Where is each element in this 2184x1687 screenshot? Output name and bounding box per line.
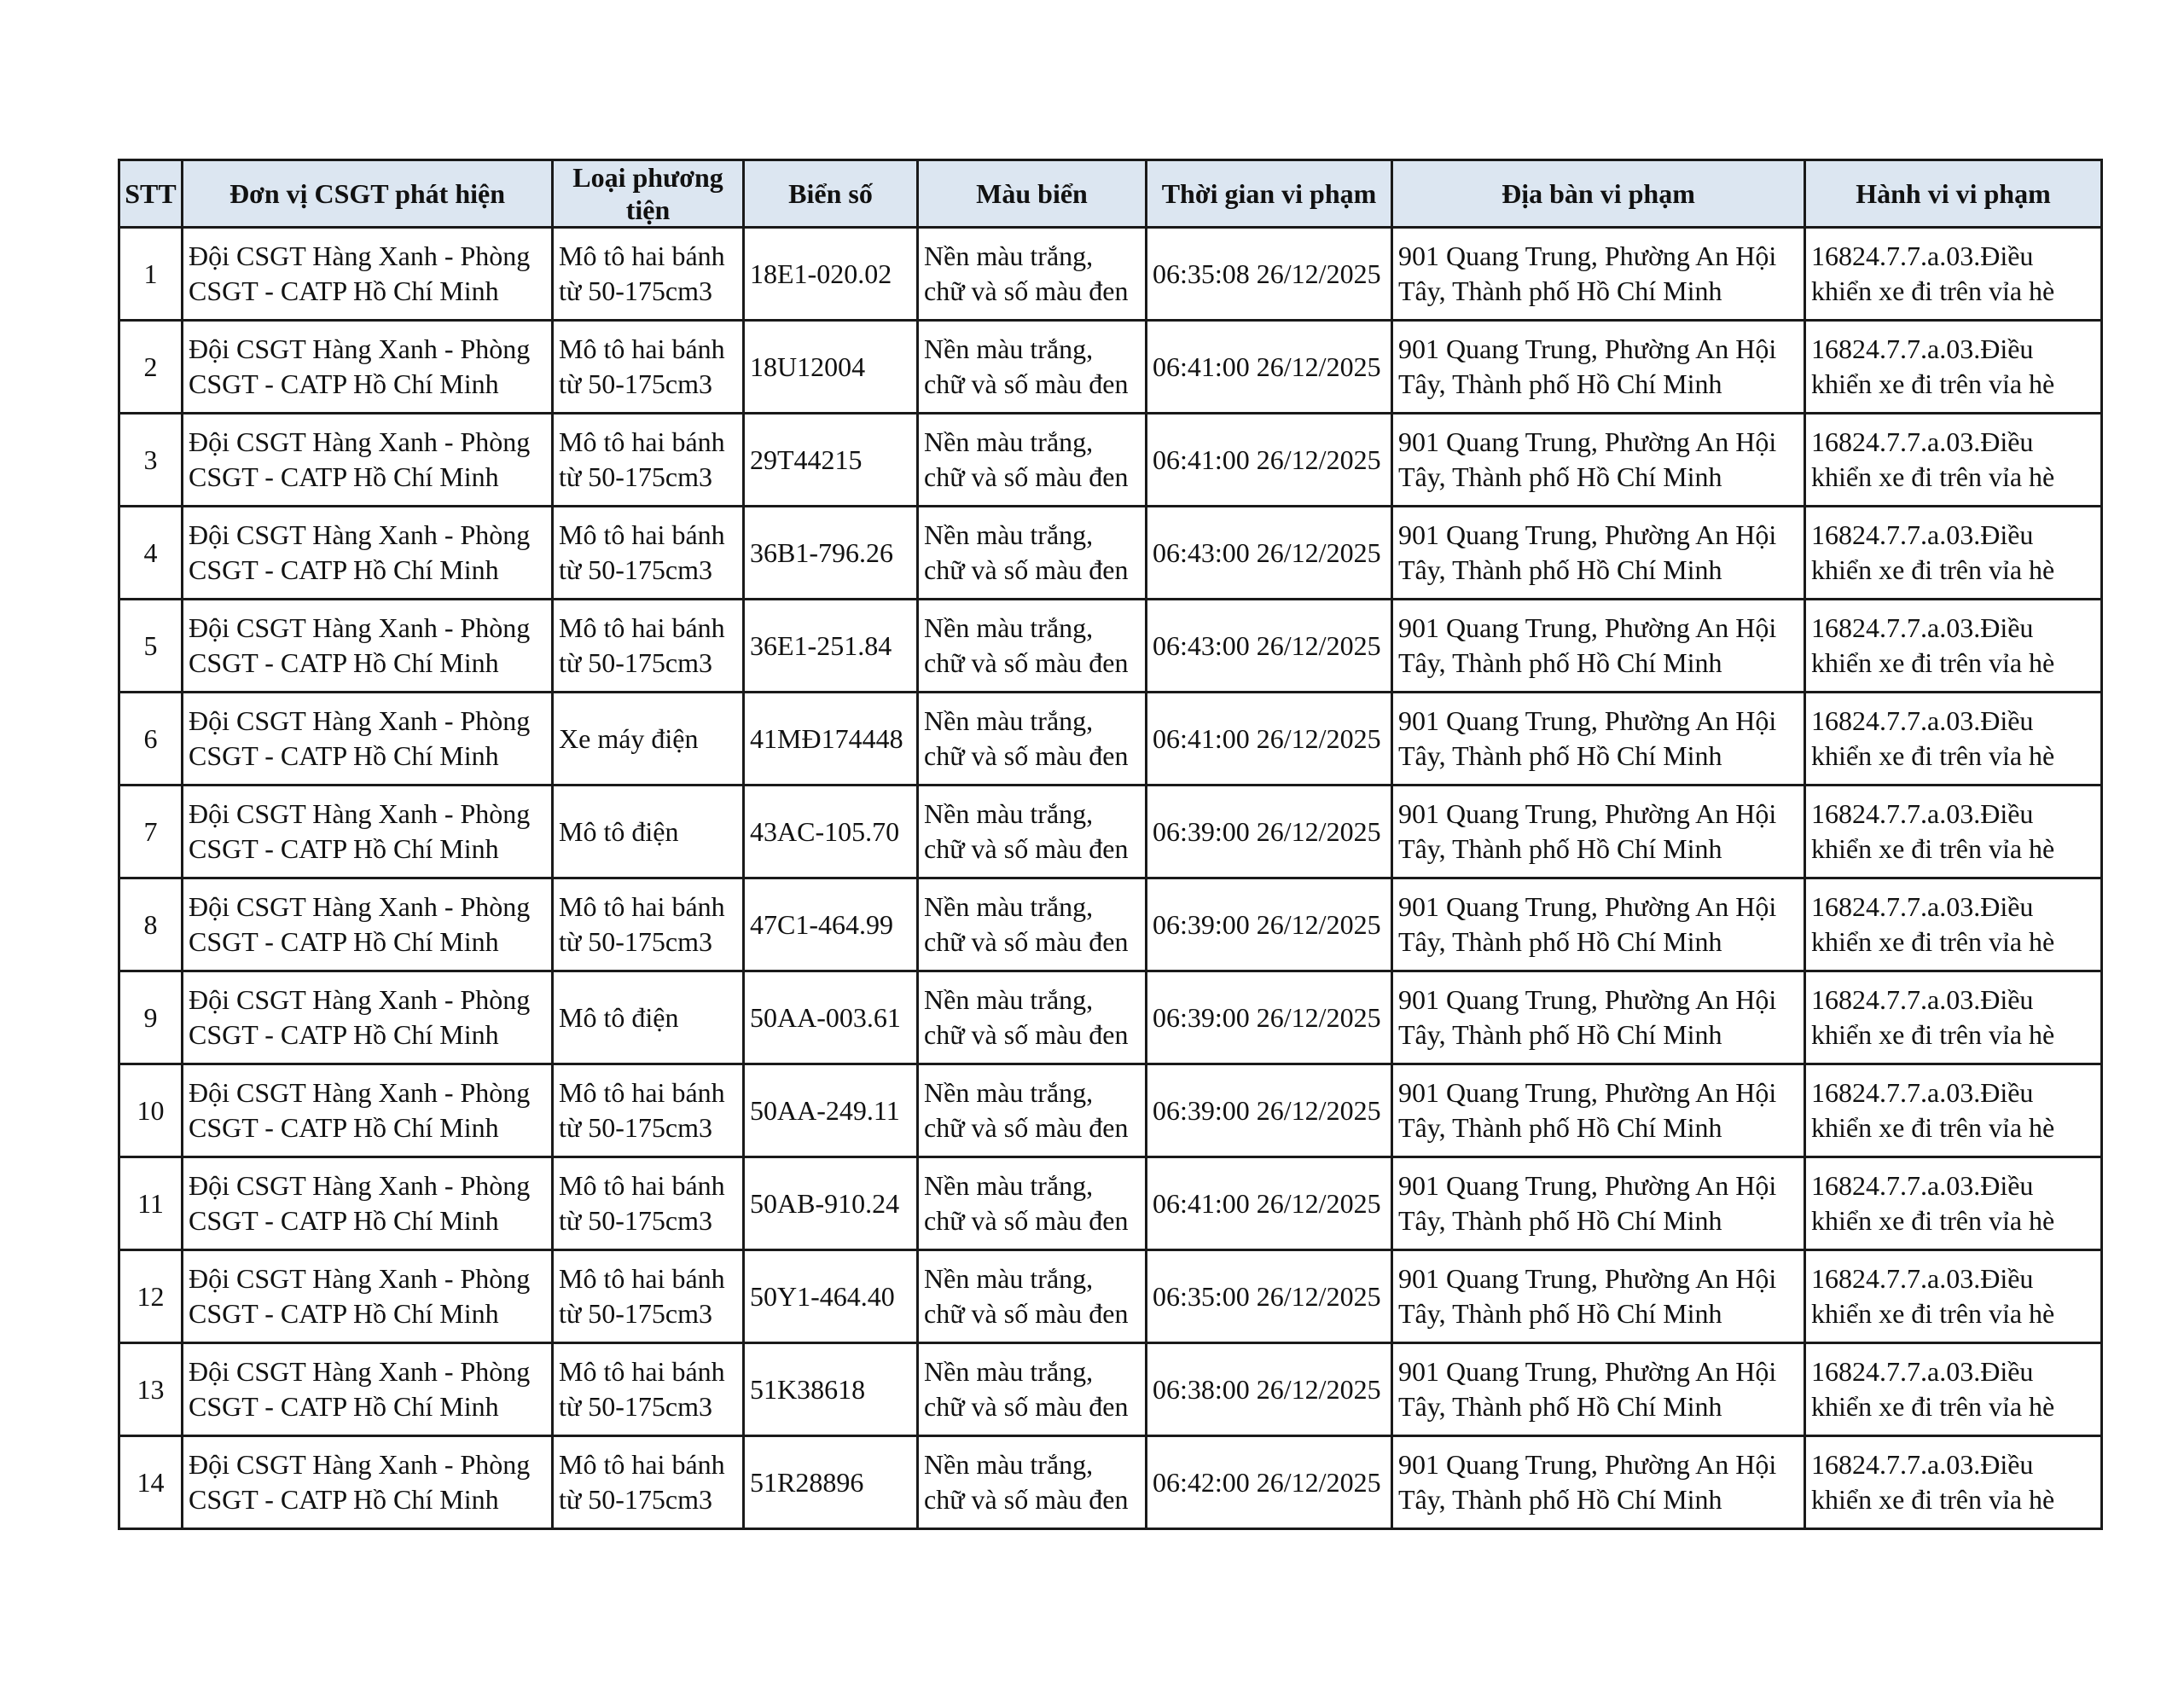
cell-time: 06:38:00 26/12/2025 bbox=[1147, 1343, 1392, 1436]
cell-unit: Đội CSGT Hàng Xanh - Phòng CSGT - CATP Hồ Chí Minh bbox=[183, 1250, 553, 1343]
table-header bbox=[119, 160, 2102, 228]
cell-time: 06:42:00 26/12/2025 bbox=[1147, 1436, 1392, 1529]
cell-violation: 16824.7.7.a.03.Điều khiển xe đi trên vỉa hè bbox=[1805, 786, 2102, 878]
cell-violation: 16824.7.7.a.03.Điều khiển xe đi trên vỉa hè bbox=[1805, 228, 2102, 321]
cell-plate-color: Nền màu trắng, chữ và số màu đen bbox=[918, 1250, 1147, 1343]
cell-vehicle-type: Mô tô hai bánh từ 50-175cm3 bbox=[553, 1157, 744, 1250]
cell-location: 901 Quang Trung, Phường An Hội Tây, Thành phố Hồ Chí Minh bbox=[1392, 321, 1805, 414]
cell-location: 901 Quang Trung, Phường An Hội Tây, Thành phố Hồ Chí Minh bbox=[1392, 1157, 1805, 1250]
cell-stt: 13 bbox=[119, 1343, 183, 1436]
cell-stt: 4 bbox=[119, 507, 183, 600]
cell-stt: 11 bbox=[119, 1157, 183, 1250]
cell-location: 901 Quang Trung, Phường An Hội Tây, Thành phố Hồ Chí Minh bbox=[1392, 971, 1805, 1064]
cell-stt: 9 bbox=[119, 971, 183, 1064]
cell-stt: 7 bbox=[119, 786, 183, 878]
cell-violation: 16824.7.7.a.03.Điều khiển xe đi trên vỉa hè bbox=[1805, 1436, 2102, 1529]
header-time: Thời gian vi phạm bbox=[1147, 160, 1392, 228]
cell-stt: 10 bbox=[119, 1064, 183, 1157]
cell-vehicle-type: Mô tô hai bánh từ 50-175cm3 bbox=[553, 1250, 744, 1343]
table-row bbox=[119, 971, 2102, 1064]
cell-vehicle-type: Mô tô hai bánh từ 50-175cm3 bbox=[553, 600, 744, 693]
cell-unit: Đội CSGT Hàng Xanh - Phòng CSGT - CATP Hồ Chí Minh bbox=[183, 414, 553, 507]
cell-violation: 16824.7.7.a.03.Điều khiển xe đi trên vỉa hè bbox=[1805, 414, 2102, 507]
cell-plate-color: Nền màu trắng, chữ và số màu đen bbox=[918, 693, 1147, 786]
table-row bbox=[119, 321, 2102, 414]
cell-unit: Đội CSGT Hàng Xanh - Phòng CSGT - CATP Hồ Chí Minh bbox=[183, 228, 553, 321]
cell-unit: Đội CSGT Hàng Xanh - Phòng CSGT - CATP Hồ Chí Minh bbox=[183, 971, 553, 1064]
header-plate-color: Màu biển bbox=[918, 160, 1147, 228]
table-row bbox=[119, 1343, 2102, 1436]
cell-plate-color: Nền màu trắng, chữ và số màu đen bbox=[918, 507, 1147, 600]
cell-vehicle-type: Mô tô hai bánh từ 50-175cm3 bbox=[553, 878, 744, 971]
cell-location: 901 Quang Trung, Phường An Hội Tây, Thành phố Hồ Chí Minh bbox=[1392, 693, 1805, 786]
cell-violation: 16824.7.7.a.03.Điều khiển xe đi trên vỉa hè bbox=[1805, 1250, 2102, 1343]
cell-time: 06:43:00 26/12/2025 bbox=[1147, 600, 1392, 693]
violations-table bbox=[118, 159, 2103, 1530]
cell-location: 901 Quang Trung, Phường An Hội Tây, Thành phố Hồ Chí Minh bbox=[1392, 1343, 1805, 1436]
table-row bbox=[119, 693, 2102, 786]
cell-violation: 16824.7.7.a.03.Điều khiển xe đi trên vỉa hè bbox=[1805, 1064, 2102, 1157]
table-row bbox=[119, 1157, 2102, 1250]
header-vehicle-type: Loại phương tiện bbox=[553, 160, 744, 228]
cell-vehicle-type: Xe máy điện bbox=[553, 693, 744, 786]
cell-plate: 50Y1-464.40 bbox=[744, 1250, 918, 1343]
cell-plate-color: Nền màu trắng, chữ và số màu đen bbox=[918, 600, 1147, 693]
cell-violation: 16824.7.7.a.03.Điều khiển xe đi trên vỉa hè bbox=[1805, 600, 2102, 693]
cell-location: 901 Quang Trung, Phường An Hội Tây, Thành phố Hồ Chí Minh bbox=[1392, 414, 1805, 507]
cell-unit: Đội CSGT Hàng Xanh - Phòng CSGT - CATP Hồ Chí Minh bbox=[183, 1064, 553, 1157]
cell-plate: 43AC-105.70 bbox=[744, 786, 918, 878]
cell-stt: 6 bbox=[119, 693, 183, 786]
cell-unit: Đội CSGT Hàng Xanh - Phòng CSGT - CATP Hồ Chí Minh bbox=[183, 507, 553, 600]
cell-stt: 12 bbox=[119, 1250, 183, 1343]
cell-vehicle-type: Mô tô điện bbox=[553, 971, 744, 1064]
cell-plate: 29T44215 bbox=[744, 414, 918, 507]
cell-unit: Đội CSGT Hàng Xanh - Phòng CSGT - CATP Hồ Chí Minh bbox=[183, 786, 553, 878]
cell-vehicle-type: Mô tô hai bánh từ 50-175cm3 bbox=[553, 1343, 744, 1436]
header-unit: Đơn vị CSGT phát hiện bbox=[183, 160, 553, 228]
cell-stt: 1 bbox=[119, 228, 183, 321]
cell-stt: 8 bbox=[119, 878, 183, 971]
cell-vehicle-type: Mô tô hai bánh từ 50-175cm3 bbox=[553, 1436, 744, 1529]
cell-plate: 36B1-796.26 bbox=[744, 507, 918, 600]
cell-location: 901 Quang Trung, Phường An Hội Tây, Thành phố Hồ Chí Minh bbox=[1392, 507, 1805, 600]
cell-time: 06:41:00 26/12/2025 bbox=[1147, 321, 1392, 414]
cell-stt: 3 bbox=[119, 414, 183, 507]
cell-stt: 2 bbox=[119, 321, 183, 414]
cell-stt: 14 bbox=[119, 1436, 183, 1529]
cell-unit: Đội CSGT Hàng Xanh - Phòng CSGT - CATP Hồ Chí Minh bbox=[183, 1436, 553, 1529]
cell-vehicle-type: Mô tô hai bánh từ 50-175cm3 bbox=[553, 321, 744, 414]
cell-location: 901 Quang Trung, Phường An Hội Tây, Thành phố Hồ Chí Minh bbox=[1392, 1250, 1805, 1343]
cell-vehicle-type: Mô tô hai bánh từ 50-175cm3 bbox=[553, 1064, 744, 1157]
cell-plate: 50AB-910.24 bbox=[744, 1157, 918, 1250]
cell-violation: 16824.7.7.a.03.Điều khiển xe đi trên vỉa hè bbox=[1805, 971, 2102, 1064]
cell-plate-color: Nền màu trắng, chữ và số màu đen bbox=[918, 878, 1147, 971]
table-body bbox=[119, 228, 2102, 1529]
header-location: Địa bàn vi phạm bbox=[1392, 160, 1805, 228]
cell-plate-color: Nền màu trắng, chữ và số màu đen bbox=[918, 786, 1147, 878]
cell-location: 901 Quang Trung, Phường An Hội Tây, Thành phố Hồ Chí Minh bbox=[1392, 1064, 1805, 1157]
cell-location: 901 Quang Trung, Phường An Hội Tây, Thành phố Hồ Chí Minh bbox=[1392, 600, 1805, 693]
cell-violation: 16824.7.7.a.03.Điều khiển xe đi trên vỉa hè bbox=[1805, 1157, 2102, 1250]
cell-time: 06:39:00 26/12/2025 bbox=[1147, 1064, 1392, 1157]
cell-vehicle-type: Mô tô hai bánh từ 50-175cm3 bbox=[553, 507, 744, 600]
cell-plate-color: Nền màu trắng, chữ và số màu đen bbox=[918, 1436, 1147, 1529]
cell-violation: 16824.7.7.a.03.Điều khiển xe đi trên vỉa hè bbox=[1805, 1343, 2102, 1436]
cell-time: 06:35:08 26/12/2025 bbox=[1147, 228, 1392, 321]
cell-vehicle-type: Mô tô điện bbox=[553, 786, 744, 878]
cell-plate-color: Nền màu trắng, chữ và số màu đen bbox=[918, 1343, 1147, 1436]
cell-location: 901 Quang Trung, Phường An Hội Tây, Thành phố Hồ Chí Minh bbox=[1392, 1436, 1805, 1529]
cell-plate: 51K38618 bbox=[744, 1343, 918, 1436]
cell-unit: Đội CSGT Hàng Xanh - Phòng CSGT - CATP Hồ Chí Minh bbox=[183, 321, 553, 414]
cell-time: 06:39:00 26/12/2025 bbox=[1147, 786, 1392, 878]
table-row bbox=[119, 786, 2102, 878]
cell-vehicle-type: Mô tô hai bánh từ 50-175cm3 bbox=[553, 228, 744, 321]
table-row bbox=[119, 228, 2102, 321]
cell-time: 06:43:00 26/12/2025 bbox=[1147, 507, 1392, 600]
cell-vehicle-type: Mô tô hai bánh từ 50-175cm3 bbox=[553, 414, 744, 507]
table-row bbox=[119, 1250, 2102, 1343]
violations-sheet bbox=[118, 159, 2100, 1530]
table-row bbox=[119, 1436, 2102, 1529]
table-row bbox=[119, 600, 2102, 693]
header-stt: STT bbox=[119, 160, 183, 228]
cell-violation: 16824.7.7.a.03.Điều khiển xe đi trên vỉa hè bbox=[1805, 693, 2102, 786]
cell-unit: Đội CSGT Hàng Xanh - Phòng CSGT - CATP Hồ Chí Minh bbox=[183, 693, 553, 786]
cell-plate: 47C1-464.99 bbox=[744, 878, 918, 971]
cell-location: 901 Quang Trung, Phường An Hội Tây, Thành phố Hồ Chí Minh bbox=[1392, 878, 1805, 971]
cell-plate-color: Nền màu trắng, chữ và số màu đen bbox=[918, 321, 1147, 414]
cell-plate: 50AA-003.61 bbox=[744, 971, 918, 1064]
table-row bbox=[119, 878, 2102, 971]
cell-plate-color: Nền màu trắng, chữ và số màu đen bbox=[918, 971, 1147, 1064]
cell-stt: 5 bbox=[119, 600, 183, 693]
cell-plate: 50AA-249.11 bbox=[744, 1064, 918, 1157]
cell-plate: 51R28896 bbox=[744, 1436, 918, 1529]
header-plate: Biển số bbox=[744, 160, 918, 228]
cell-time: 06:39:00 26/12/2025 bbox=[1147, 878, 1392, 971]
cell-time: 06:41:00 26/12/2025 bbox=[1147, 1157, 1392, 1250]
cell-time: 06:41:00 26/12/2025 bbox=[1147, 414, 1392, 507]
header-row bbox=[119, 160, 2102, 228]
table-row bbox=[119, 1064, 2102, 1157]
cell-plate: 18E1-020.02 bbox=[744, 228, 918, 321]
cell-plate: 41MĐ174448 bbox=[744, 693, 918, 786]
cell-violation: 16824.7.7.a.03.Điều khiển xe đi trên vỉa hè bbox=[1805, 878, 2102, 971]
cell-plate-color: Nền màu trắng, chữ và số màu đen bbox=[918, 414, 1147, 507]
cell-unit: Đội CSGT Hàng Xanh - Phòng CSGT - CATP Hồ Chí Minh bbox=[183, 1157, 553, 1250]
table-row bbox=[119, 414, 2102, 507]
cell-location: 901 Quang Trung, Phường An Hội Tây, Thành phố Hồ Chí Minh bbox=[1392, 786, 1805, 878]
cell-plate-color: Nền màu trắng, chữ và số màu đen bbox=[918, 228, 1147, 321]
cell-plate-color: Nền màu trắng, chữ và số màu đen bbox=[918, 1157, 1147, 1250]
cell-plate: 36E1-251.84 bbox=[744, 600, 918, 693]
cell-time: 06:35:00 26/12/2025 bbox=[1147, 1250, 1392, 1343]
cell-violation: 16824.7.7.a.03.Điều khiển xe đi trên vỉa hè bbox=[1805, 321, 2102, 414]
cell-unit: Đội CSGT Hàng Xanh - Phòng CSGT - CATP Hồ Chí Minh bbox=[183, 1343, 553, 1436]
cell-unit: Đội CSGT Hàng Xanh - Phòng CSGT - CATP Hồ Chí Minh bbox=[183, 878, 553, 971]
cell-unit: Đội CSGT Hàng Xanh - Phòng CSGT - CATP Hồ Chí Minh bbox=[183, 600, 553, 693]
cell-violation: 16824.7.7.a.03.Điều khiển xe đi trên vỉa hè bbox=[1805, 507, 2102, 600]
cell-time: 06:41:00 26/12/2025 bbox=[1147, 693, 1392, 786]
cell-plate: 18U12004 bbox=[744, 321, 918, 414]
table-row bbox=[119, 507, 2102, 600]
cell-plate-color: Nền màu trắng, chữ và số màu đen bbox=[918, 1064, 1147, 1157]
cell-location: 901 Quang Trung, Phường An Hội Tây, Thành phố Hồ Chí Minh bbox=[1392, 228, 1805, 321]
cell-time: 06:39:00 26/12/2025 bbox=[1147, 971, 1392, 1064]
header-violation: Hành vi vi phạm bbox=[1805, 160, 2102, 228]
